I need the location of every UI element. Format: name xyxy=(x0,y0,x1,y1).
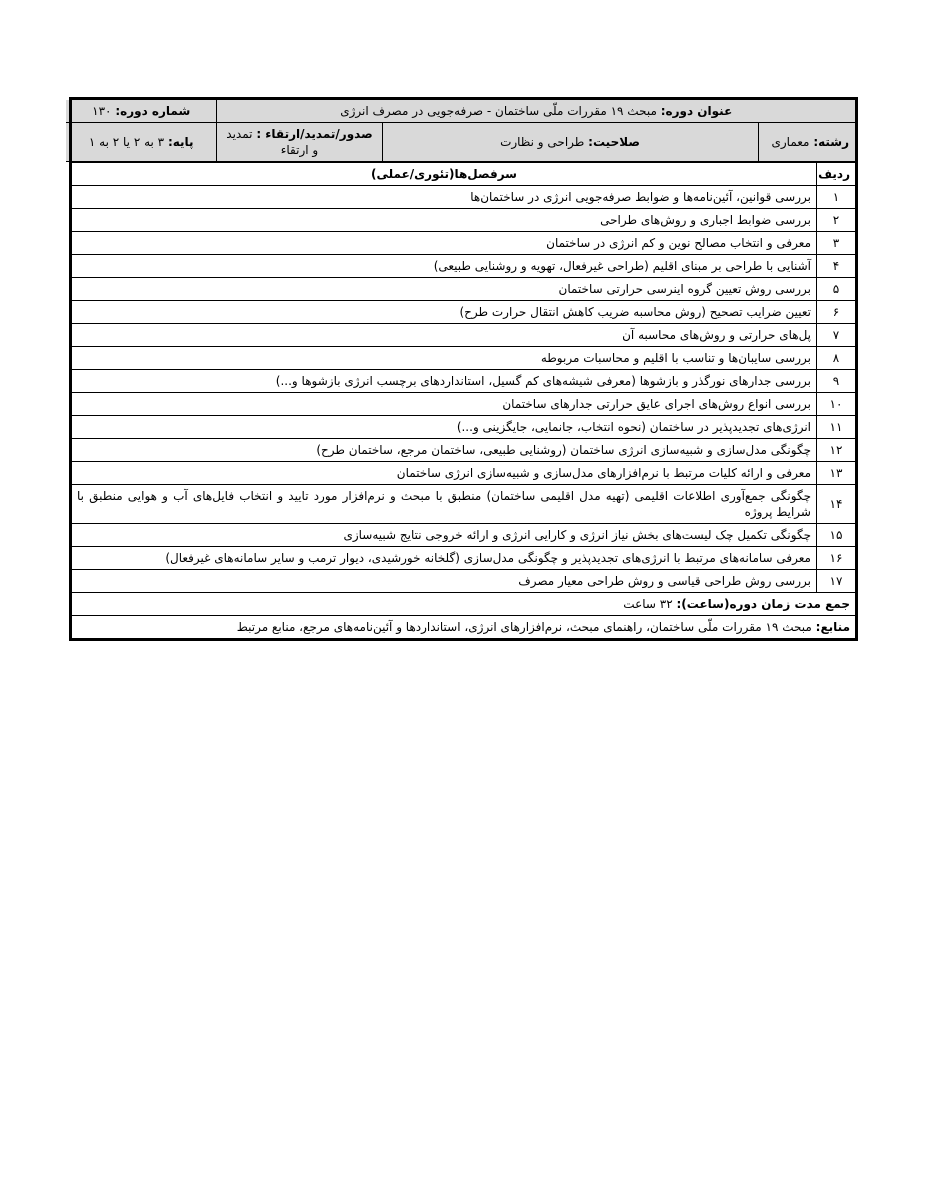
header-block xyxy=(71,99,857,163)
table-row xyxy=(71,301,857,324)
course-title-value: مبحث ۱۹ مقررات ملّی ساختمان - صرفه‌جویی در مصرف انرژی xyxy=(340,104,657,118)
column-header-row xyxy=(71,163,857,186)
field-label: رشته: xyxy=(813,135,849,149)
row-number: ۱۶ xyxy=(817,547,857,570)
grade-value: ۳ به ۲ یا ۲ به ۱ xyxy=(88,135,165,149)
topics-header: سرفصل‌ها(تئوری/عملی) xyxy=(71,163,817,186)
row-number: ۵ xyxy=(817,278,857,301)
header-row-2 xyxy=(66,123,855,162)
table-row xyxy=(71,439,857,462)
row-number: ۱۴ xyxy=(817,485,857,524)
topic-text: معرفی سامانه‌های مرتبط با انرژی‌های تجدیدپذیر و چگونگی مدل‌سازی (گلخانه خورشیدی، دیوار ترمب و سایر سامانه‌های غیرفعال) xyxy=(71,547,817,570)
topic-text: بررسی سایبان‌ها و تناسب با اقلیم و محاسبات مربوطه xyxy=(71,347,817,370)
topic-text: بررسی جدارهای نورگذر و بازشوها (معرفی شیشه‌های کم گسیل، استانداردهای برچسب انرژی بازشوها و...) xyxy=(71,370,817,393)
row-number: ۶ xyxy=(817,301,857,324)
row-number: ۱۰ xyxy=(817,393,857,416)
row-number: ۷ xyxy=(817,324,857,347)
course-title-label: عنوان دوره: xyxy=(660,104,733,118)
table-row xyxy=(71,278,857,301)
table-row xyxy=(71,416,857,439)
row-number: ۱۵ xyxy=(817,524,857,547)
duration-value: ۳۲ ساعت xyxy=(623,597,673,611)
topic-text: بررسی قوانین، آئین‌نامه‌ها و ضوابط صرفه‌جویی انرژی در ساختمان‌ها xyxy=(71,186,817,209)
issuance-cell xyxy=(217,123,382,162)
duration-cell xyxy=(71,593,857,616)
course-title-cell xyxy=(217,100,855,123)
course-number-cell xyxy=(66,100,217,123)
sources-row xyxy=(71,616,857,640)
row-number: ۱۷ xyxy=(817,570,857,593)
grade-cell xyxy=(66,123,217,162)
row-number: ۴ xyxy=(817,255,857,278)
header-row-1 xyxy=(66,100,855,123)
table-row xyxy=(71,255,857,278)
sources-label: منابع: xyxy=(815,620,850,634)
topic-text: تعیین ضرایب تصحیح (روش محاسبه ضریب کاهش انتقال حرارت طرح) xyxy=(71,301,817,324)
topic-text: پل‌های حرارتی و روش‌های محاسبه آن xyxy=(71,324,817,347)
competency-cell xyxy=(382,123,758,162)
duration-row xyxy=(71,593,857,616)
topic-text: چگونگی جمع‌آوری اطلاعات اقلیمی (تهیه مدل اقلیمی ساختمان) منطبق با مبحث و نرم‌افزار مورد تایید و انتخاب فایل‌های آب و هوایی منطبق با شرایط پروژه xyxy=(71,485,817,524)
table-row xyxy=(71,186,857,209)
table-row xyxy=(71,570,857,593)
table-row xyxy=(71,347,857,370)
course-syllabus-sheet xyxy=(69,97,858,641)
row-number: ۱۳ xyxy=(817,462,857,485)
sources-value: مبحث ۱۹ مقررات ملّی ساختمان، راهنمای مبحث، نرم‌افزارهای انرژی، استانداردها و آئین‌نامه‌های مرجع، منابع مرتبط xyxy=(236,620,812,634)
field-cell xyxy=(758,123,855,162)
table-row xyxy=(71,324,857,347)
table-row xyxy=(71,547,857,570)
topic-text: چگونگی تکمیل چک لیست‌های بخش نیاز انرژی و کارایی انرژی و ارائه خروجی نتایج شبیه‌سازی xyxy=(71,524,817,547)
table-row xyxy=(71,524,857,547)
table-row xyxy=(71,485,857,524)
topic-rows xyxy=(71,186,857,593)
issuance-label: صدور/تمدید/ارتقاء : xyxy=(256,127,373,141)
header-table xyxy=(66,100,855,162)
row-number: ۸ xyxy=(817,347,857,370)
field-value: معماری xyxy=(771,135,810,149)
sources-cell xyxy=(71,616,857,640)
topic-text: بررسی روش طراحی قیاسی و روش طراحی معیار مصرف xyxy=(71,570,817,593)
topic-text: انرژی‌های تجدیدپذیر در ساختمان (نحوه انتخاب، جانمایی، جایگزینی و...) xyxy=(71,416,817,439)
table-row xyxy=(71,393,857,416)
competency-label: صلاحیت: xyxy=(588,135,640,149)
course-number-value: ۱۳۰ xyxy=(92,104,112,118)
topic-text: بررسی انواع روش‌های اجرای عایق حرارتی جدارهای ساختمان xyxy=(71,393,817,416)
topic-text: معرفی و انتخاب مصالح نوین و کم انرژی در ساختمان xyxy=(71,232,817,255)
topic-text: بررسی ضوابط اجباری و روش‌های طراحی xyxy=(71,209,817,232)
row-number: ۲ xyxy=(817,209,857,232)
table-row xyxy=(71,232,857,255)
topic-text: معرفی و ارائه کلیات مرتبط با نرم‌افزارهای مدل‌سازی و شبیه‌سازی انرژی ساختمان xyxy=(71,462,817,485)
row-number: ۱ xyxy=(817,186,857,209)
syllabus-table xyxy=(69,97,858,641)
duration-label: جمع مدت زمان دوره(ساعت): xyxy=(676,597,850,611)
row-number: ۱۲ xyxy=(817,439,857,462)
row-number: ۳ xyxy=(817,232,857,255)
table-row xyxy=(71,370,857,393)
table-row xyxy=(71,462,857,485)
topic-text: آشنایی با طراحی بر مبنای اقلیم (طراحی غیرفعال، تهویه و روشنایی طبیعی) xyxy=(71,255,817,278)
row-number-header: ردیف xyxy=(817,163,857,186)
grade-label: پایه: xyxy=(167,135,194,149)
topic-text: چگونگی مدل‌سازی و شبیه‌سازی انرژی ساختمان (روشنایی طبیعی، ساختمان مرجع، ساختمان طرح) xyxy=(71,439,817,462)
competency-value: طراحی و نظارت xyxy=(500,135,585,149)
row-number: ۹ xyxy=(817,370,857,393)
row-number: ۱۱ xyxy=(817,416,857,439)
topic-text: بررسی روش تعیین گروه اینرسی حرارتی ساختمان xyxy=(71,278,817,301)
course-number-label: شماره دوره: xyxy=(115,104,191,118)
issuance-value: تمدید و ارتقاء xyxy=(226,127,319,157)
table-row xyxy=(71,209,857,232)
